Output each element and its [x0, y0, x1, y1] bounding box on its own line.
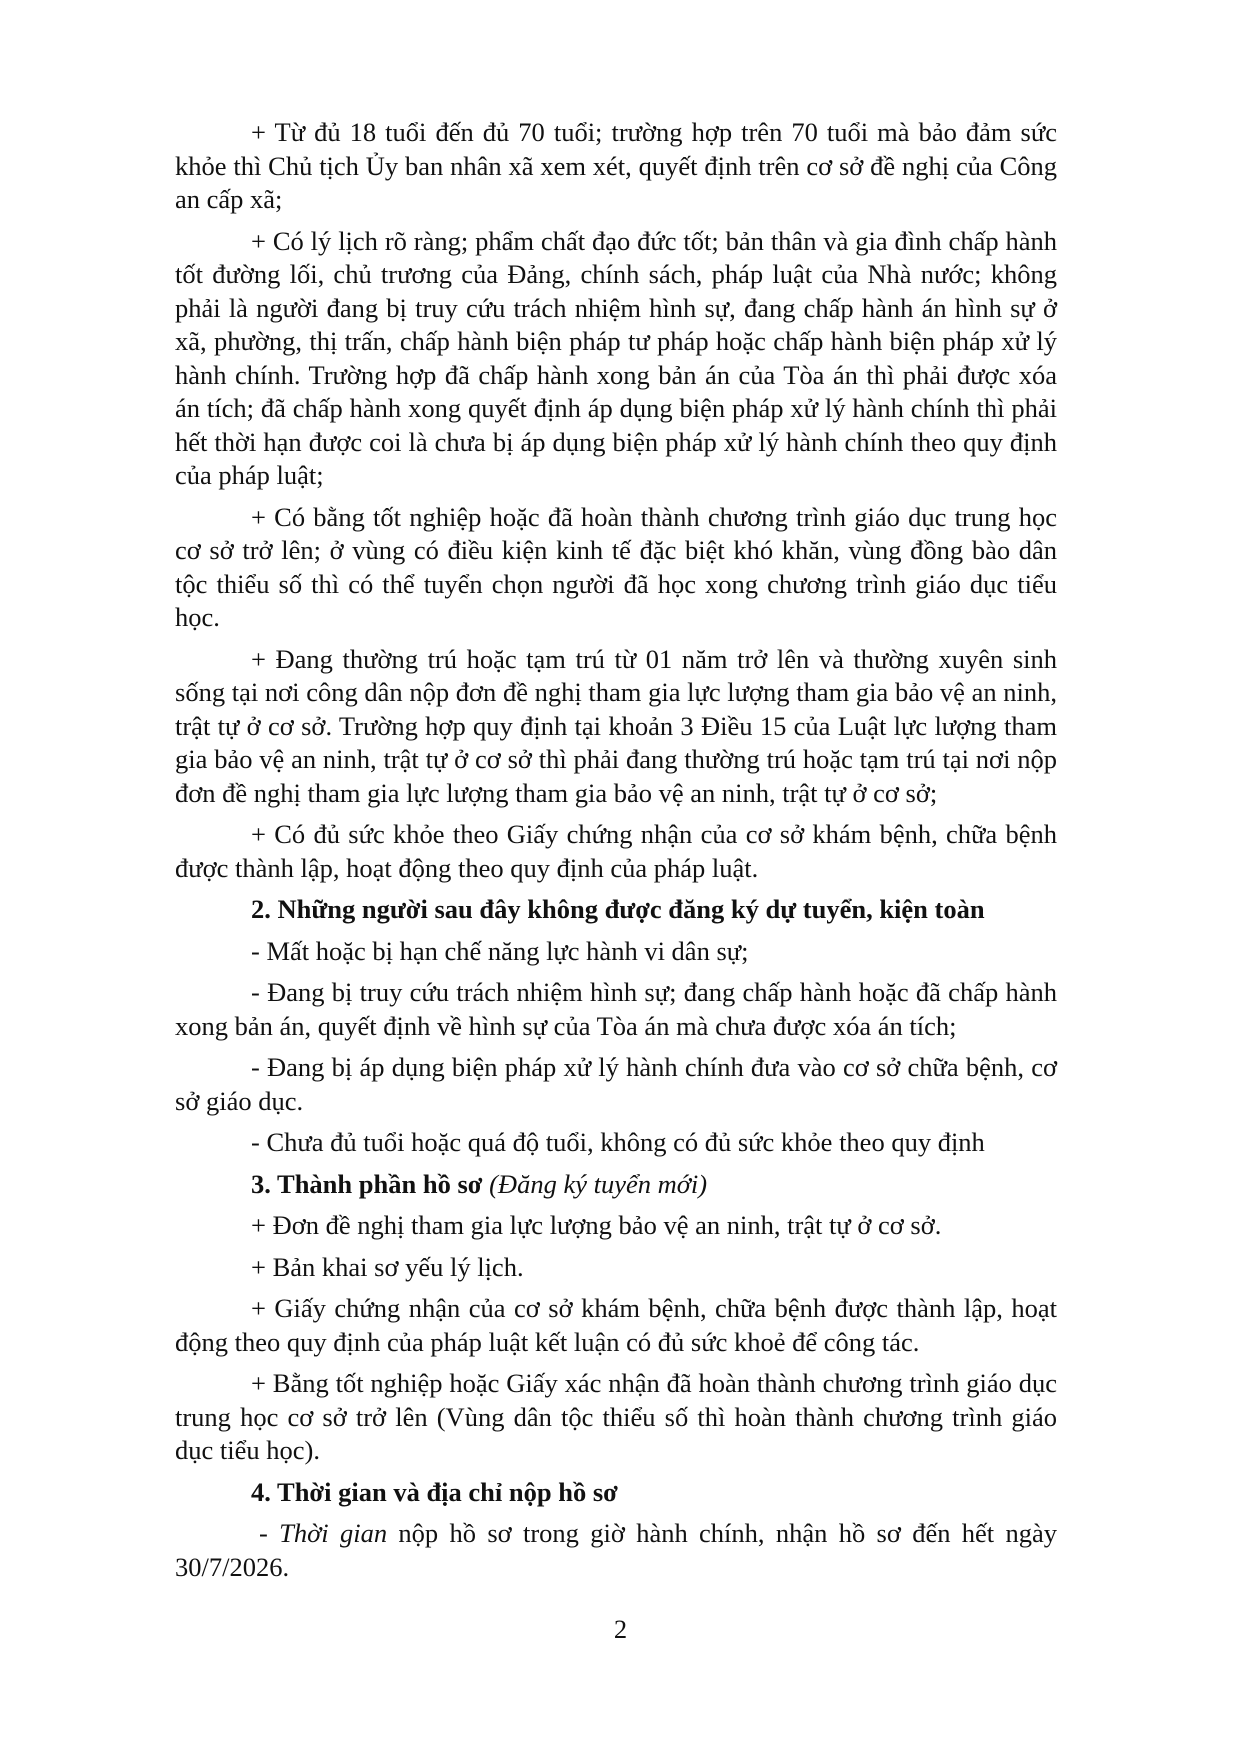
criterion-background: + Có lý lịch rõ ràng; phẩm chất đạo đức tốt; bản thân và gia đình chấp hành tốt đường lối, chủ trương của Đảng, chính sách, pháp luật của Nhà nước; không phải là người đang bị truy cứu trách nhiệm hình sự, đang chấp hành án hình sự ở xã, phường, thị trấn, chấp hành biện pháp tư pháp hoặc chấp hành biện pháp xử lý hành chính. Trường hợp đã chấp hành xong bản án của Tòa án thì phải được xóa án tích; đã chấp hành xong quyết định áp dụng biện pháp xử lý hành chính thì phải hết thời hạn được coi là chưa bị áp dụng biện pháp xử lý hành chính theo quy định của pháp luật; — [175, 225, 1057, 490]
section-2-heading: 2. Những người sau đây không được đăng ký dự tuyển, kiện toàn — [251, 894, 985, 924]
section-3-heading — [175, 1168, 1057, 1202]
dossier-item: + Bằng tốt nghiệp hoặc Giấy xác nhận đã hoàn thành chương trình giáo dục trung học cơ sở trở lên (Vùng dân tộc thiểu số thì hoàn thành chương trình giáo dục tiểu học). — [175, 1368, 1057, 1465]
criterion-health: + Có đủ sức khỏe theo Giấy chứng nhận của cơ sở khám bệnh, chữa bệnh được thành lập, hoạt động theo quy định của pháp luật. — [175, 819, 1057, 883]
ineligible-item: - Đang bị truy cứu trách nhiệm hình sự; đang chấp hành hoặc đã chấp hành xong bản án, quyết định về hình sự của Tòa án mà chưa được xóa án tích; — [175, 977, 1057, 1041]
submission-time-label: Thời gian — [279, 1518, 388, 1548]
page-number: 2 — [613, 1614, 628, 1644]
ineligible-item: - Chưa đủ tuổi hoặc quá độ tuổi, không có đủ sức khỏe theo quy định — [251, 1127, 985, 1157]
ineligible-item: - Mất hoặc bị hạn chế năng lực hành vi dân sự; — [251, 935, 749, 966]
submission-time-prefix: - — [259, 1518, 280, 1548]
dossier-item: + Bản khai sơ yếu lý lịch. — [251, 1251, 524, 1282]
ineligible-item: - Đang bị áp dụng biện pháp xử lý hành chính đưa vào cơ sở chữa bệnh, cơ sở giáo dục. — [175, 1052, 1057, 1116]
document-page — [175, 116, 1057, 1592]
section-3-heading-note: (Đăng ký tuyển mới) — [489, 1168, 708, 1199]
section-3-heading-text: 3. Thành phần hồ sơ — [251, 1168, 483, 1199]
submission-time — [175, 1517, 1057, 1584]
dossier-item: + Đơn đề nghị tham gia lực lượng bảo vệ an ninh, trật tự ở cơ sở. — [251, 1210, 942, 1240]
criterion-residence: + Đang thường trú hoặc tạm trú từ 01 năm trở lên và thường xuyên sinh sống tại nơi công dân nộp đơn đề nghị tham gia lực lượng tham gia bảo vệ an ninh, trật tự ở cơ sở. Trường hợp quy định tại khoản 3 Điều 15 của Luật lực lượng tham gia bảo vệ an ninh, trật tự ở cơ sở thì phải đang thường trú hoặc tạm trú tại nơi nộp đơn đề nghị tham gia lực lượng tham gia bảo vệ an ninh, trật tự ở cơ sở; — [175, 643, 1057, 808]
criterion-age: + Từ đủ 18 tuổi đến đủ 70 tuổi; trường hợp trên 70 tuổi mà bảo đảm sức khỏe thì Chủ tịch Ủy ban nhân xã xem xét, quyết định trên cơ sở đề nghị của Công an cấp xã; — [175, 117, 1057, 214]
dossier-item: + Giấy chứng nhận của cơ sở khám bệnh, chữa bệnh được thành lập, hoạt động theo quy định của pháp luật kết luận có đủ sức khoẻ để công tác. — [175, 1293, 1057, 1357]
submission-time-text: nộp hồ sơ trong giờ hành chính, nhận hồ sơ đến hết ngày 30/7/2026. — [175, 1518, 1057, 1582]
section-4-heading: 4. Thời gian và địa chỉ nộp hồ sơ — [251, 1476, 618, 1507]
criterion-education: + Có bằng tốt nghiệp hoặc đã hoàn thành chương trình giáo dục trung học cơ sở trở lên; ở vùng có điều kiện kinh tế đặc biệt khó khăn, vùng đồng bào dân tộc thiểu số thì có thể tuyển chọn người đã học xong chương trình giáo dục tiểu học. — [175, 501, 1057, 632]
